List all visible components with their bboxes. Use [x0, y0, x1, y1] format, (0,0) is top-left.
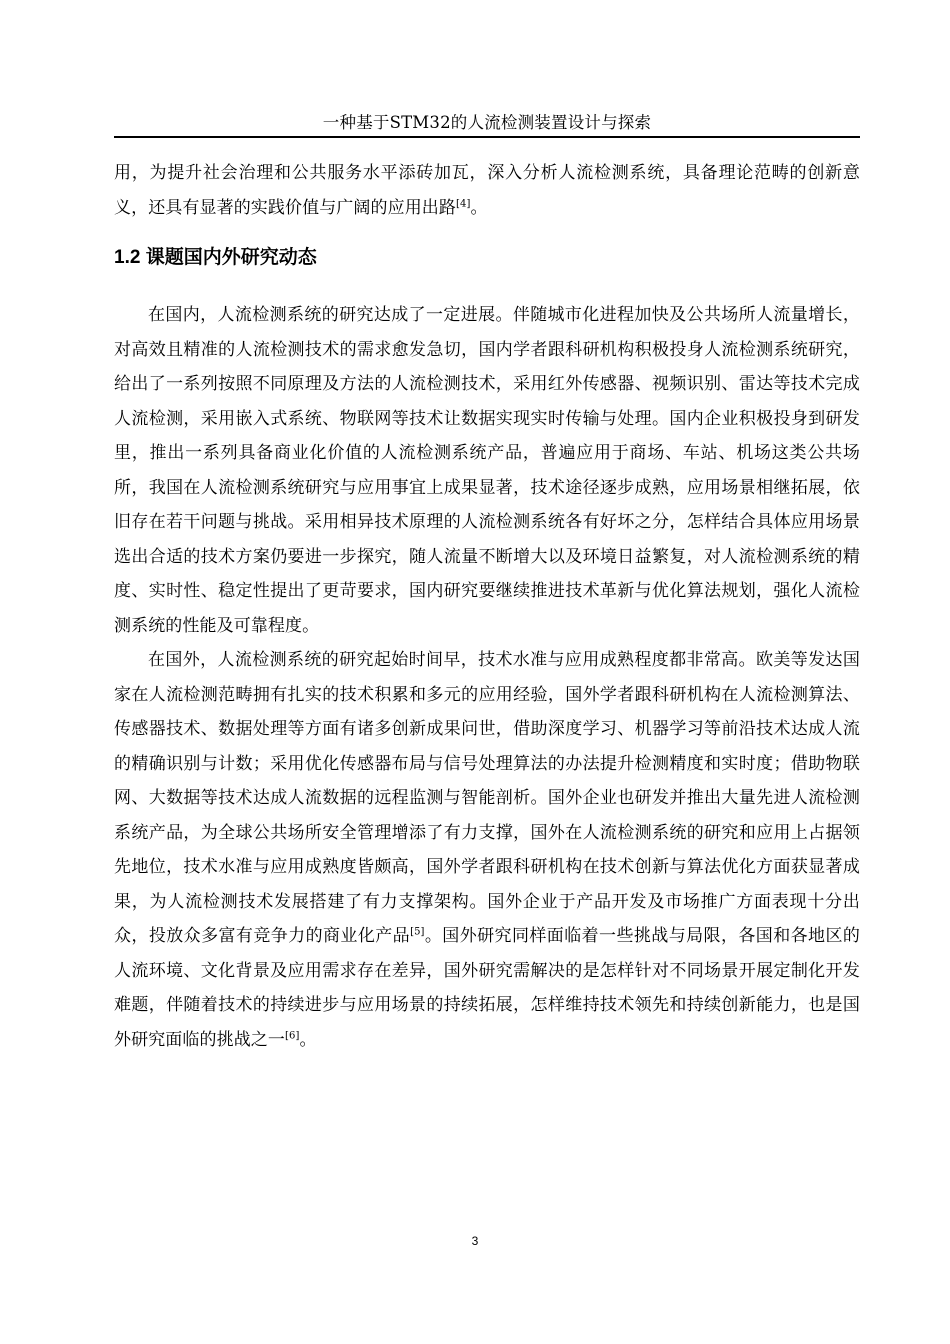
paragraph-part-1: 在国外，人流检测系统的研究起始时间早，技术水准与应用成熟程度都非常高。欧美等发达国家在人流检测范畴拥有扎实的技术积累和多元的应用经验，国外学者跟科研机构在人流检测算法、传感器技术、数据处理等方面有诸多创新成果问世，借助深度学习、机器学习等前沿技术达成人流的精确识别与计数；采用优化传感器布局与信号处理算法的办法提升检测精度和实时度；借助物联网、大数据等技术达成人流数据的远程监测与智能剖析。国外企业也研发并推出大量先进人流检测系统产品，为全球公共场所安全管理增添了有力支撑，国外在人流检测系统的研究和应用上占据领先地位，技术水准与应用成熟度皆颇高，国外学者跟科研机构在技术创新与算法优化方面获显著成果，为人流检测技术发展搭建了有力支撑架构。国外企业于产品开发及市场推广方面表现十分出众，投放众多富有竞争力的商业化产品 [114, 650, 860, 946]
section-body [114, 298, 860, 1057]
page-number: 3 [471, 1234, 479, 1248]
paragraph-end: 。 [299, 1029, 317, 1050]
citation-4[interactable]: [4] [456, 197, 471, 209]
section-heading: 1.2 课题国内外研究动态 [114, 247, 317, 268]
citation-5[interactable]: [5] [410, 926, 425, 938]
paragraph-domestic: 在国内，人流检测系统的研究达成了一定进展。伴随城市化进程加快及公共场所人流量增长，对高效且精准的人流检测技术的需求愈发急切，国内学者跟科研机构积极投身人流检测系统研究，给出了一系列按照不同原理及方法的人流检测技术，采用红外传感器、视频识别、雷达等技术完成人流检测，采用嵌入式系统、物联网等技术让数据实现实时传输与处理。国内企业积极投身到研发里，推出一系列具备商业化价值的人流检测系统产品，普遍应用于商场、车站、机场这类公共场所，我国在人流检测系统研究与应用事宜上成果显著，技术途径逐步成熟，应用场景相继拓展，依旧存在若干问题与挑战。采用相异技术原理的人流检测系统各有好坏之分，怎样结合具体应用场景选出合适的技术方案仍要进一步探究，随人流量不断增大以及环境日益繁复，对人流检测系统的精度、实时性、稳定性提出了更苛要求，国内研究要继续推进技术革新与优化算法规划，强化人流检测系统的性能及可靠程度。 [114, 305, 860, 636]
continued-paragraph [114, 156, 860, 225]
header-rule [114, 136, 860, 138]
paragraph-foreign [114, 643, 860, 1057]
running-header: 一种基于STM32的人流检测装置设计与探索 [322, 113, 652, 132]
paragraph-body: 用，为提升社会治理和公共服务水平添砖加瓦，深入分析人流检测系统，具备理论范畴的创新意义，还具有显著的实践价值与广阔的应用出路 [114, 163, 860, 218]
paragraph-end: 。 [470, 197, 488, 218]
citation-6[interactable]: [6] [285, 1029, 300, 1041]
paragraph-text [114, 156, 860, 225]
paragraph-part-2: 。国外研究同样面临着一些挑战与局限，各国和各地区的人流环境、文化背景及应用需求存在差异，国外研究需解决的是怎样针对不同场景开展定制化开发难题，伴随着技术的持续进步与应用场景的持续拓展，怎样维持技术领先和持续创新能力，也是国外研究面临的挑战之一 [114, 926, 860, 1050]
